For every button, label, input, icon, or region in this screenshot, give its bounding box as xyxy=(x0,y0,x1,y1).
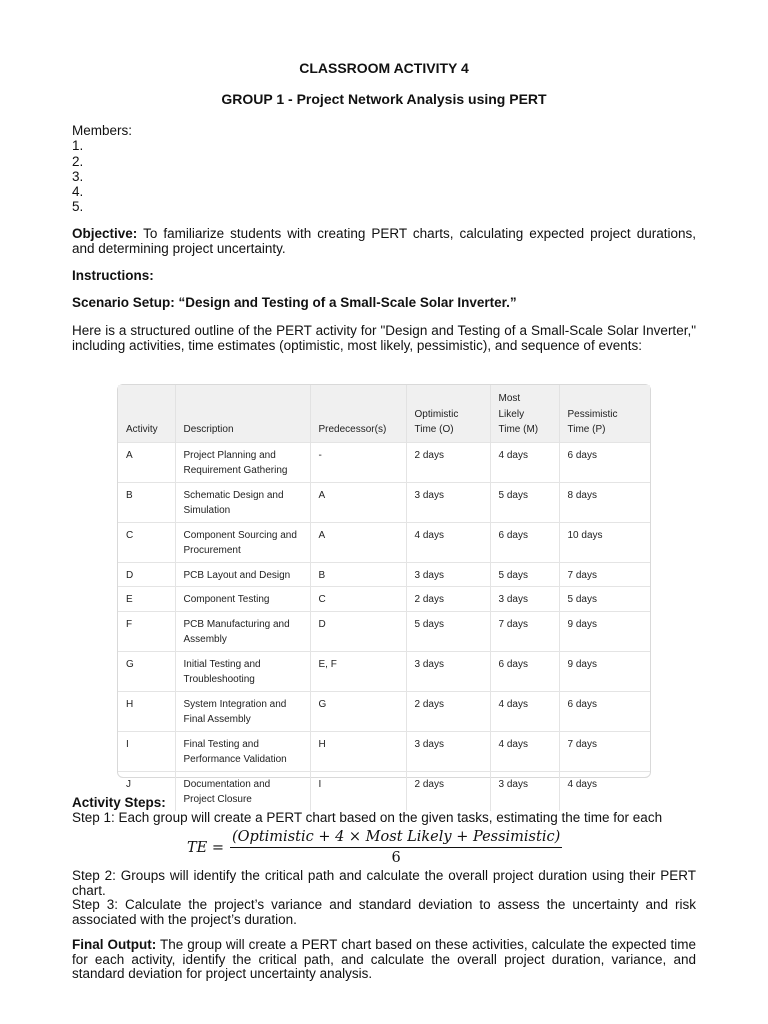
cell-most-likely: 4 days xyxy=(490,691,559,731)
cell-activity: D xyxy=(118,562,175,587)
cell-description: Initial Testing and Troubleshooting xyxy=(175,651,310,691)
cell-predecessor: A xyxy=(310,522,406,562)
cell-description: Documentation and Project Closure xyxy=(175,771,310,811)
table-row xyxy=(118,611,650,651)
member-line-3: 3. xyxy=(72,168,84,184)
cell-pessimistic: 7 days xyxy=(559,562,650,587)
cell-predecessor: H xyxy=(310,731,406,771)
step-1-text: Step 1: Each group will create a PERT chart based on the given tasks, estimating the time for each xyxy=(72,809,663,825)
cell-predecessor: B xyxy=(310,562,406,587)
header-predecessor: Predecessor(s) xyxy=(310,385,406,442)
member-line-4: 4. xyxy=(72,184,84,200)
cell-activity: H xyxy=(118,691,175,731)
cell-description: PCB Layout and Design xyxy=(175,562,310,587)
scenario-heading: Scenario Setup: “Design and Testing of a Small-Scale Solar Inverter.” xyxy=(72,295,517,310)
objective-text: To familiarize students with creating PERT charts, calculating expected project durations, and determining project uncertainty. xyxy=(72,226,696,256)
table-row xyxy=(118,522,650,562)
cell-most-likely: 7 days xyxy=(490,611,559,651)
cell-most-likely: 5 days xyxy=(490,482,559,522)
formula-numerator: (Optimistic + 4 × Most Likely + Pessimistic) xyxy=(232,829,561,845)
header-optimistic: Optimistic Time (O) xyxy=(406,385,490,442)
cell-description: Schematic Design and Simulation xyxy=(175,482,310,522)
final-output-text: The group will create a PERT chart based on these activities, calculate the expected time for each activity, identify the critical path, and calculate the overall project duration, variance, and standard deviation for project uncertainty analysis. xyxy=(72,937,696,981)
cell-most-likely: 5 days xyxy=(490,562,559,587)
document-title: CLASSROOM ACTIVITY 4 xyxy=(299,60,469,76)
activity-steps xyxy=(72,796,696,825)
cell-activity: C xyxy=(118,522,175,562)
cell-activity: B xyxy=(118,482,175,522)
cell-activity: G xyxy=(118,651,175,691)
steps-continued xyxy=(72,869,696,927)
intro-paragraph: Here is a structured outline of the PERT activity for "Design and Testing of a Small-Scale Solar Inverter," including activities, time estimates (optimistic, most likely, pessimistic), and sequence of events: xyxy=(72,323,696,353)
cell-optimistic: 2 days xyxy=(406,442,490,482)
cell-pessimistic: 10 days xyxy=(559,522,650,562)
cell-description: Project Planning and Requirement Gathering xyxy=(175,442,310,482)
cell-pessimistic: 6 days xyxy=(559,442,650,482)
cell-predecessor: G xyxy=(310,691,406,731)
cell-activity: E xyxy=(118,587,175,612)
final-output-label: Final Output: xyxy=(72,937,157,952)
formula-denominator: 6 xyxy=(391,850,401,866)
cell-optimistic: 5 days xyxy=(406,611,490,651)
cell-description: Final Testing and Performance Validation xyxy=(175,731,310,771)
members-list xyxy=(72,123,132,215)
member-line-2: 2. xyxy=(72,153,84,169)
te-formula xyxy=(187,829,562,866)
cell-activity: J xyxy=(118,771,175,811)
pert-activity-table xyxy=(117,384,651,805)
cell-optimistic: 2 days xyxy=(406,691,490,731)
table-header-row xyxy=(118,385,650,442)
header-pessimistic: Pessimistic Time (P) xyxy=(559,385,650,442)
header-description: Description xyxy=(175,385,310,442)
cell-activity: A xyxy=(118,442,175,482)
table-row xyxy=(118,731,650,771)
cell-most-likely: 3 days xyxy=(490,587,559,612)
step-2-text: Step 2: Groups will identify the critical path and calculate the overall project duration using their PERT chart. xyxy=(72,868,696,898)
cell-most-likely: 4 days xyxy=(490,731,559,771)
members-label: Members: xyxy=(72,123,133,138)
cell-most-likely: 3 days xyxy=(490,771,559,811)
cell-optimistic: 3 days xyxy=(406,482,490,522)
cell-description: System Integration and Final Assembly xyxy=(175,691,310,731)
cell-optimistic: 4 days xyxy=(406,522,490,562)
cell-optimistic: 3 days xyxy=(406,562,490,587)
cell-description: PCB Manufacturing and Assembly xyxy=(175,611,310,651)
cell-predecessor: - xyxy=(310,442,406,482)
cell-optimistic: 3 days xyxy=(406,731,490,771)
activity-steps-label: Activity Steps: xyxy=(72,795,166,810)
cell-pessimistic: 6 days xyxy=(559,691,650,731)
table-row xyxy=(118,651,650,691)
cell-predecessor: I xyxy=(310,771,406,811)
cell-predecessor: E, F xyxy=(310,651,406,691)
header-most-likely: Most Likely Time (M) xyxy=(490,385,559,442)
objective-paragraph xyxy=(72,227,696,256)
formula-fraction xyxy=(230,829,562,866)
cell-most-likely: 6 days xyxy=(490,651,559,691)
cell-predecessor: A xyxy=(310,482,406,522)
cell-predecessor: C xyxy=(310,587,406,612)
table-row xyxy=(118,562,650,587)
cell-pessimistic: 9 days xyxy=(559,611,650,651)
table-row xyxy=(118,482,650,522)
cell-pessimistic: 4 days xyxy=(559,771,650,811)
cell-pessimistic: 7 days xyxy=(559,731,650,771)
cell-most-likely: 4 days xyxy=(490,442,559,482)
objective-label: Objective: xyxy=(72,226,138,241)
cell-pessimistic: 5 days xyxy=(559,587,650,612)
cell-description: Component Testing xyxy=(175,587,310,612)
cell-optimistic: 3 days xyxy=(406,651,490,691)
step-3-text: Step 3: Calculate the project’s variance and standard deviation to assess the uncertainty and risk associated with the project’s duration. xyxy=(72,897,696,927)
formula-lhs: TE = xyxy=(187,839,225,856)
instructions-heading: Instructions: xyxy=(72,268,154,283)
table-row xyxy=(118,587,650,612)
member-line-1: 1. xyxy=(72,138,84,154)
cell-pessimistic: 9 days xyxy=(559,651,650,691)
cell-optimistic: 2 days xyxy=(406,771,490,811)
cell-pessimistic: 8 days xyxy=(559,482,650,522)
cell-activity: I xyxy=(118,731,175,771)
table-row xyxy=(118,691,650,731)
cell-description: Component Sourcing and Procurement xyxy=(175,522,310,562)
cell-activity: F xyxy=(118,611,175,651)
cell-most-likely: 6 days xyxy=(490,522,559,562)
table-row xyxy=(118,442,650,482)
member-line-5: 5. xyxy=(72,199,84,215)
cell-optimistic: 2 days xyxy=(406,587,490,612)
document-subtitle: GROUP 1 - Project Network Analysis using PERT xyxy=(221,91,547,107)
final-output-paragraph xyxy=(72,938,696,982)
header-activity: Activity xyxy=(118,385,175,442)
cell-predecessor: D xyxy=(310,611,406,651)
